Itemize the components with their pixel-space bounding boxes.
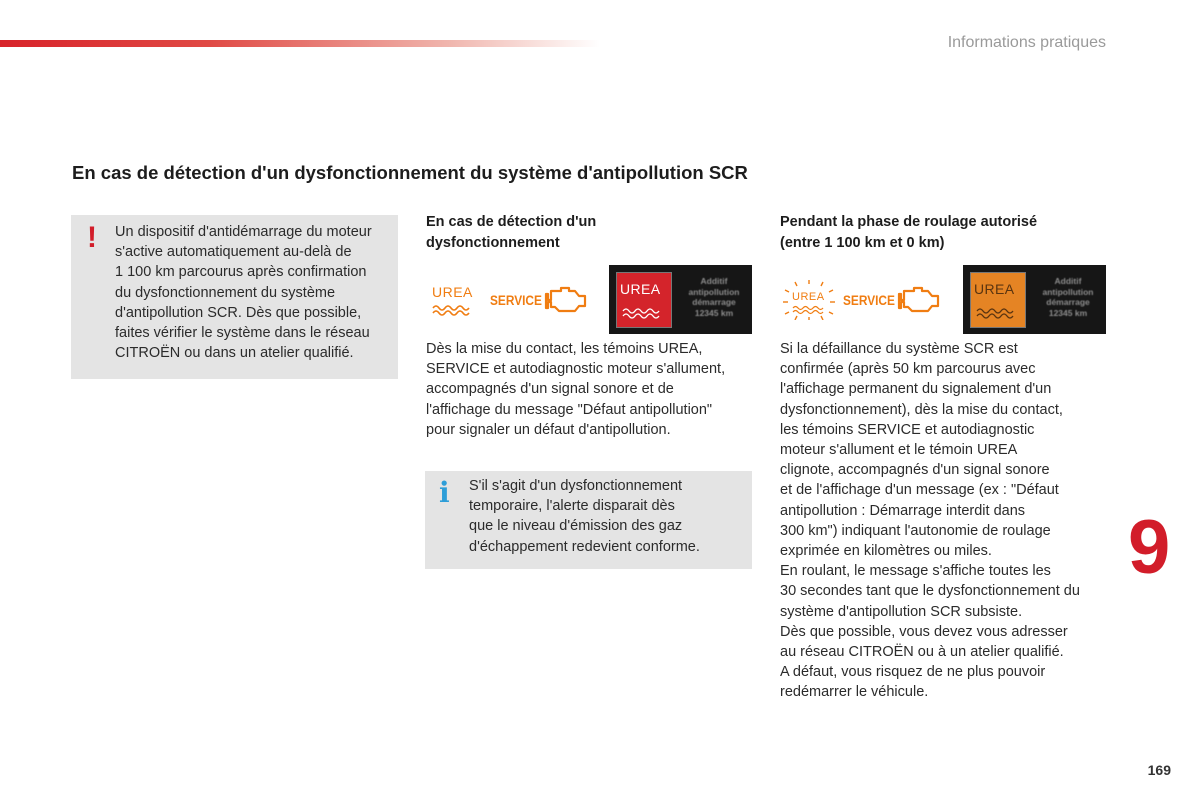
warning-line: Un dispositif d'antidémarrage du moteur [115,224,372,240]
screen-urea-label: UREA [974,281,1015,297]
info-line: que le niveau d'émission des gaz [469,518,683,535]
right-warning-lamps [781,280,942,320]
heading-line: En cas de détection d'un [426,214,597,230]
warning-line: du dysfonctionnement du système [115,284,336,301]
warning-line: d'antipollution SCR. Dès que possible, [115,304,362,321]
screen-message-line: antipollution [688,286,740,297]
service-lamp-label: SERVICE [843,292,895,308]
body-line: moteur s'allument et le témoin UREA [780,442,1018,459]
body-line: exprimée en kilomètres ou miles. [780,543,992,560]
info-line: d'échappement redevient conforme. [469,538,700,555]
screen-message-line: démarrage [1046,297,1090,307]
right-body-text [780,339,1080,703]
urea-display-box [616,272,672,328]
engine-icon [541,283,589,317]
body-line: redémarrer le véhicule. [780,684,929,701]
body-line: confirmée (après 50 km parcourus avec [780,361,1036,378]
urea-display-box [970,272,1026,328]
body-line: antipollution : Démarrage interdit dans [780,502,1026,519]
middle-warning-lamps [432,280,589,320]
body-line: et de l'affichage d'un message (ex : "Défaut [780,482,1059,499]
body-line: les témoins SERVICE et autodiagnostic [780,421,1035,438]
body-line: dysfonctionnement), dès la mise du contact, [780,401,1063,418]
screen-message-line: antipollution [1042,286,1094,297]
body-line: Dès que possible, vous devez vous adresser [780,623,1068,640]
heading-line: Pendant la phase de roulage autorisé [780,214,1038,230]
body-line: 30 secondes tant que le dysfonctionnement du [780,583,1080,600]
body-line: 300 km") indiquant l'autonomie de roulage [780,522,1051,539]
body-line: accompagnés d'un signal sonore et de [426,381,674,398]
body-line: clignote, accompagnés d'un signal sonore [780,462,1050,479]
header-accent-bar [0,40,600,47]
screen-message [1033,276,1103,318]
body-line: système d'antipollution SCR subsiste. [780,603,1023,620]
urea-lamp-label: UREA [792,291,825,303]
warning-line: CITROËN ou dans un atelier qualifié. [115,345,354,362]
body-line: l'affichage permanent du signalement d'un [780,381,1052,398]
warning-line: faites vérifier le système dans le réseau [115,325,370,342]
screen-message [679,276,749,318]
info-icon: i [439,476,450,509]
warning-text [115,222,393,363]
info-line: temporaire, l'alerte disparait dès [469,498,675,515]
urea-blinking-lamp-icon [781,282,837,318]
wave-icon [432,304,480,316]
body-line: En roulant, le message s'affiche toutes les [780,563,1051,580]
right-heading [780,212,1037,253]
screen-wave-icon [976,307,1020,319]
screen-message-line: démarrage [692,297,736,307]
urea-lamp-label: UREA [432,284,473,300]
screen-urea-label: UREA [620,281,661,297]
body-line: au réseau CITROËN ou à un atelier qualifié. [780,644,1064,661]
info-text [469,476,739,557]
warning-line: s'active automatiquement au-delà de [115,244,352,261]
screen-wave-icon [622,307,666,319]
right-display-screen [963,265,1106,334]
body-line: A défaut, vous risquez de ne plus pouvoir [780,664,1046,681]
screen-message-line: 12345 km [1048,307,1088,318]
heading-line: dysfonctionnement [426,234,560,251]
warning-line: 1 100 km parcourus après confirmation [115,264,367,281]
screen-message-line: 12345 km [694,307,734,318]
page-number: 169 [1147,762,1171,778]
section-title: En cas de détection d'un dysfonctionnement du système d'antipollution SCR [72,162,748,183]
info-box [425,471,752,569]
middle-body-text [426,339,725,440]
body-line: l'affichage du message "Défaut antipollution" [426,401,713,418]
info-line: S'il s'agit d'un dysfonctionnement [469,478,683,494]
exclamation-icon: ! [87,221,97,254]
body-line: Dès la mise du contact, les témoins UREA, [426,341,703,357]
service-lamp-label: SERVICE [490,292,542,308]
warning-box [71,215,398,379]
chapter-number: 9 [1128,505,1171,590]
body-line: SERVICE et autodiagnostic moteur s'allument, [426,361,726,378]
body-line: Si la défaillance du système SCR est [780,341,1018,357]
chapter-title: Informations pratiques [947,34,1106,51]
middle-display-screen [609,265,752,334]
screen-message-line: Additif [700,276,728,286]
body-line: pour signaler un défaut d'antipollution. [426,421,671,438]
middle-heading [426,212,596,253]
screen-message-line: Additif [1054,276,1082,286]
engine-icon [894,283,942,317]
urea-lamp-icon [432,282,484,318]
heading-line: (entre 1 100 km et 0 km) [780,234,945,251]
